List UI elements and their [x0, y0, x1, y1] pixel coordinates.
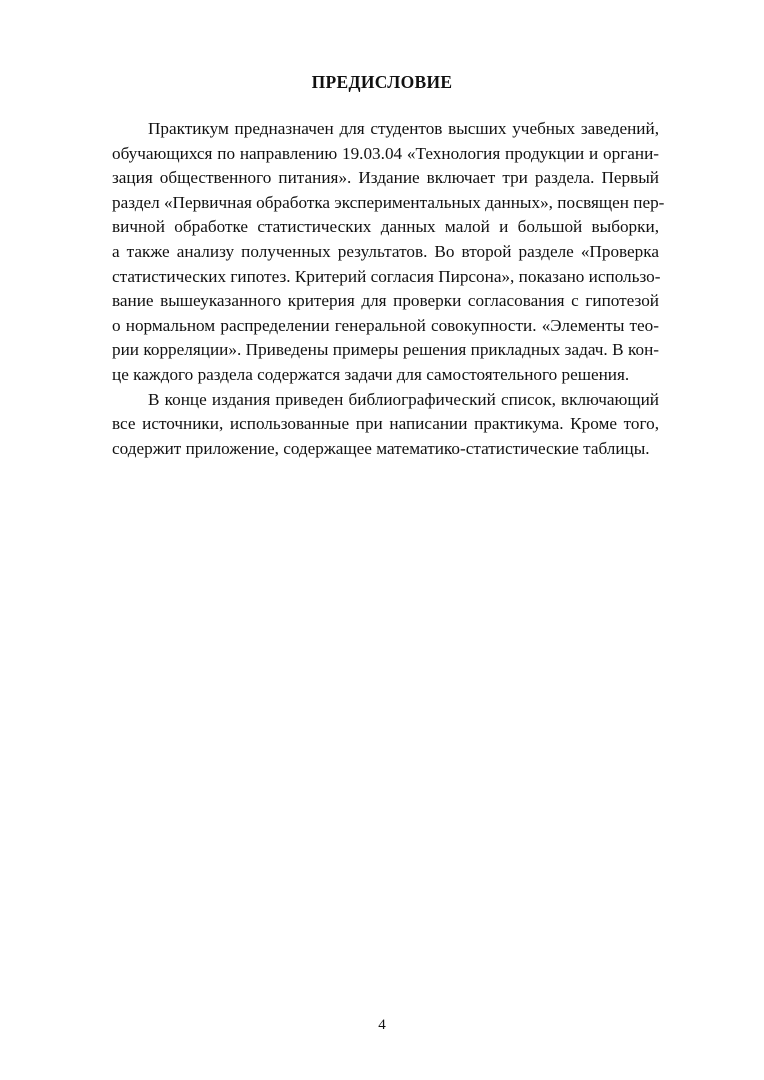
text-line: все источники, использованные при написании практикума. Кроме того, [112, 414, 659, 434]
text-line: Практикум предназначен для студентов высших учебных заведений, [148, 119, 659, 138]
text-line: вичной обработке статистических данных малой и большой выборки, [112, 217, 659, 237]
text-line: зация общественного питания». Издание включает три раздела. Первый [112, 168, 659, 188]
text-line: це каждого раздела содержатся задачи для самостоятельного решения. [112, 364, 630, 384]
text-line: а также анализу полученных результатов. Во второй разделе «Проверка [112, 241, 659, 261]
text-line: вание вышеуказанного критерия для проверки согласования с гипотезой [112, 291, 659, 311]
text-line: рии корреляции». Приведены примеры решения прикладных задач. В кон- [112, 340, 659, 360]
text-line: В конце издания приведен библиографический список, включающий [148, 389, 659, 409]
page-number: 4 [378, 1017, 386, 1033]
text-line: раздел «Первичная обработка экспериментальных данных», посвящен пер- [112, 192, 665, 212]
text-line: статистических гипотез. Критерий согласия Пирсона», показано использо- [112, 266, 661, 286]
body-text [112, 117, 665, 461]
text-line: содержит приложение, содержащее математико-статистические таблицы. [112, 438, 650, 458]
paragraph-2 [112, 388, 659, 462]
text-line: обучающихся по направлению 19.03.04 «Технология продукции и органи- [112, 143, 659, 163]
paragraph-1 [112, 117, 665, 388]
text-line: о нормальном распределении генеральной совокупности. «Элементы тео- [112, 315, 659, 335]
page-title: ПРЕДИСЛОВИЕ [311, 72, 453, 92]
